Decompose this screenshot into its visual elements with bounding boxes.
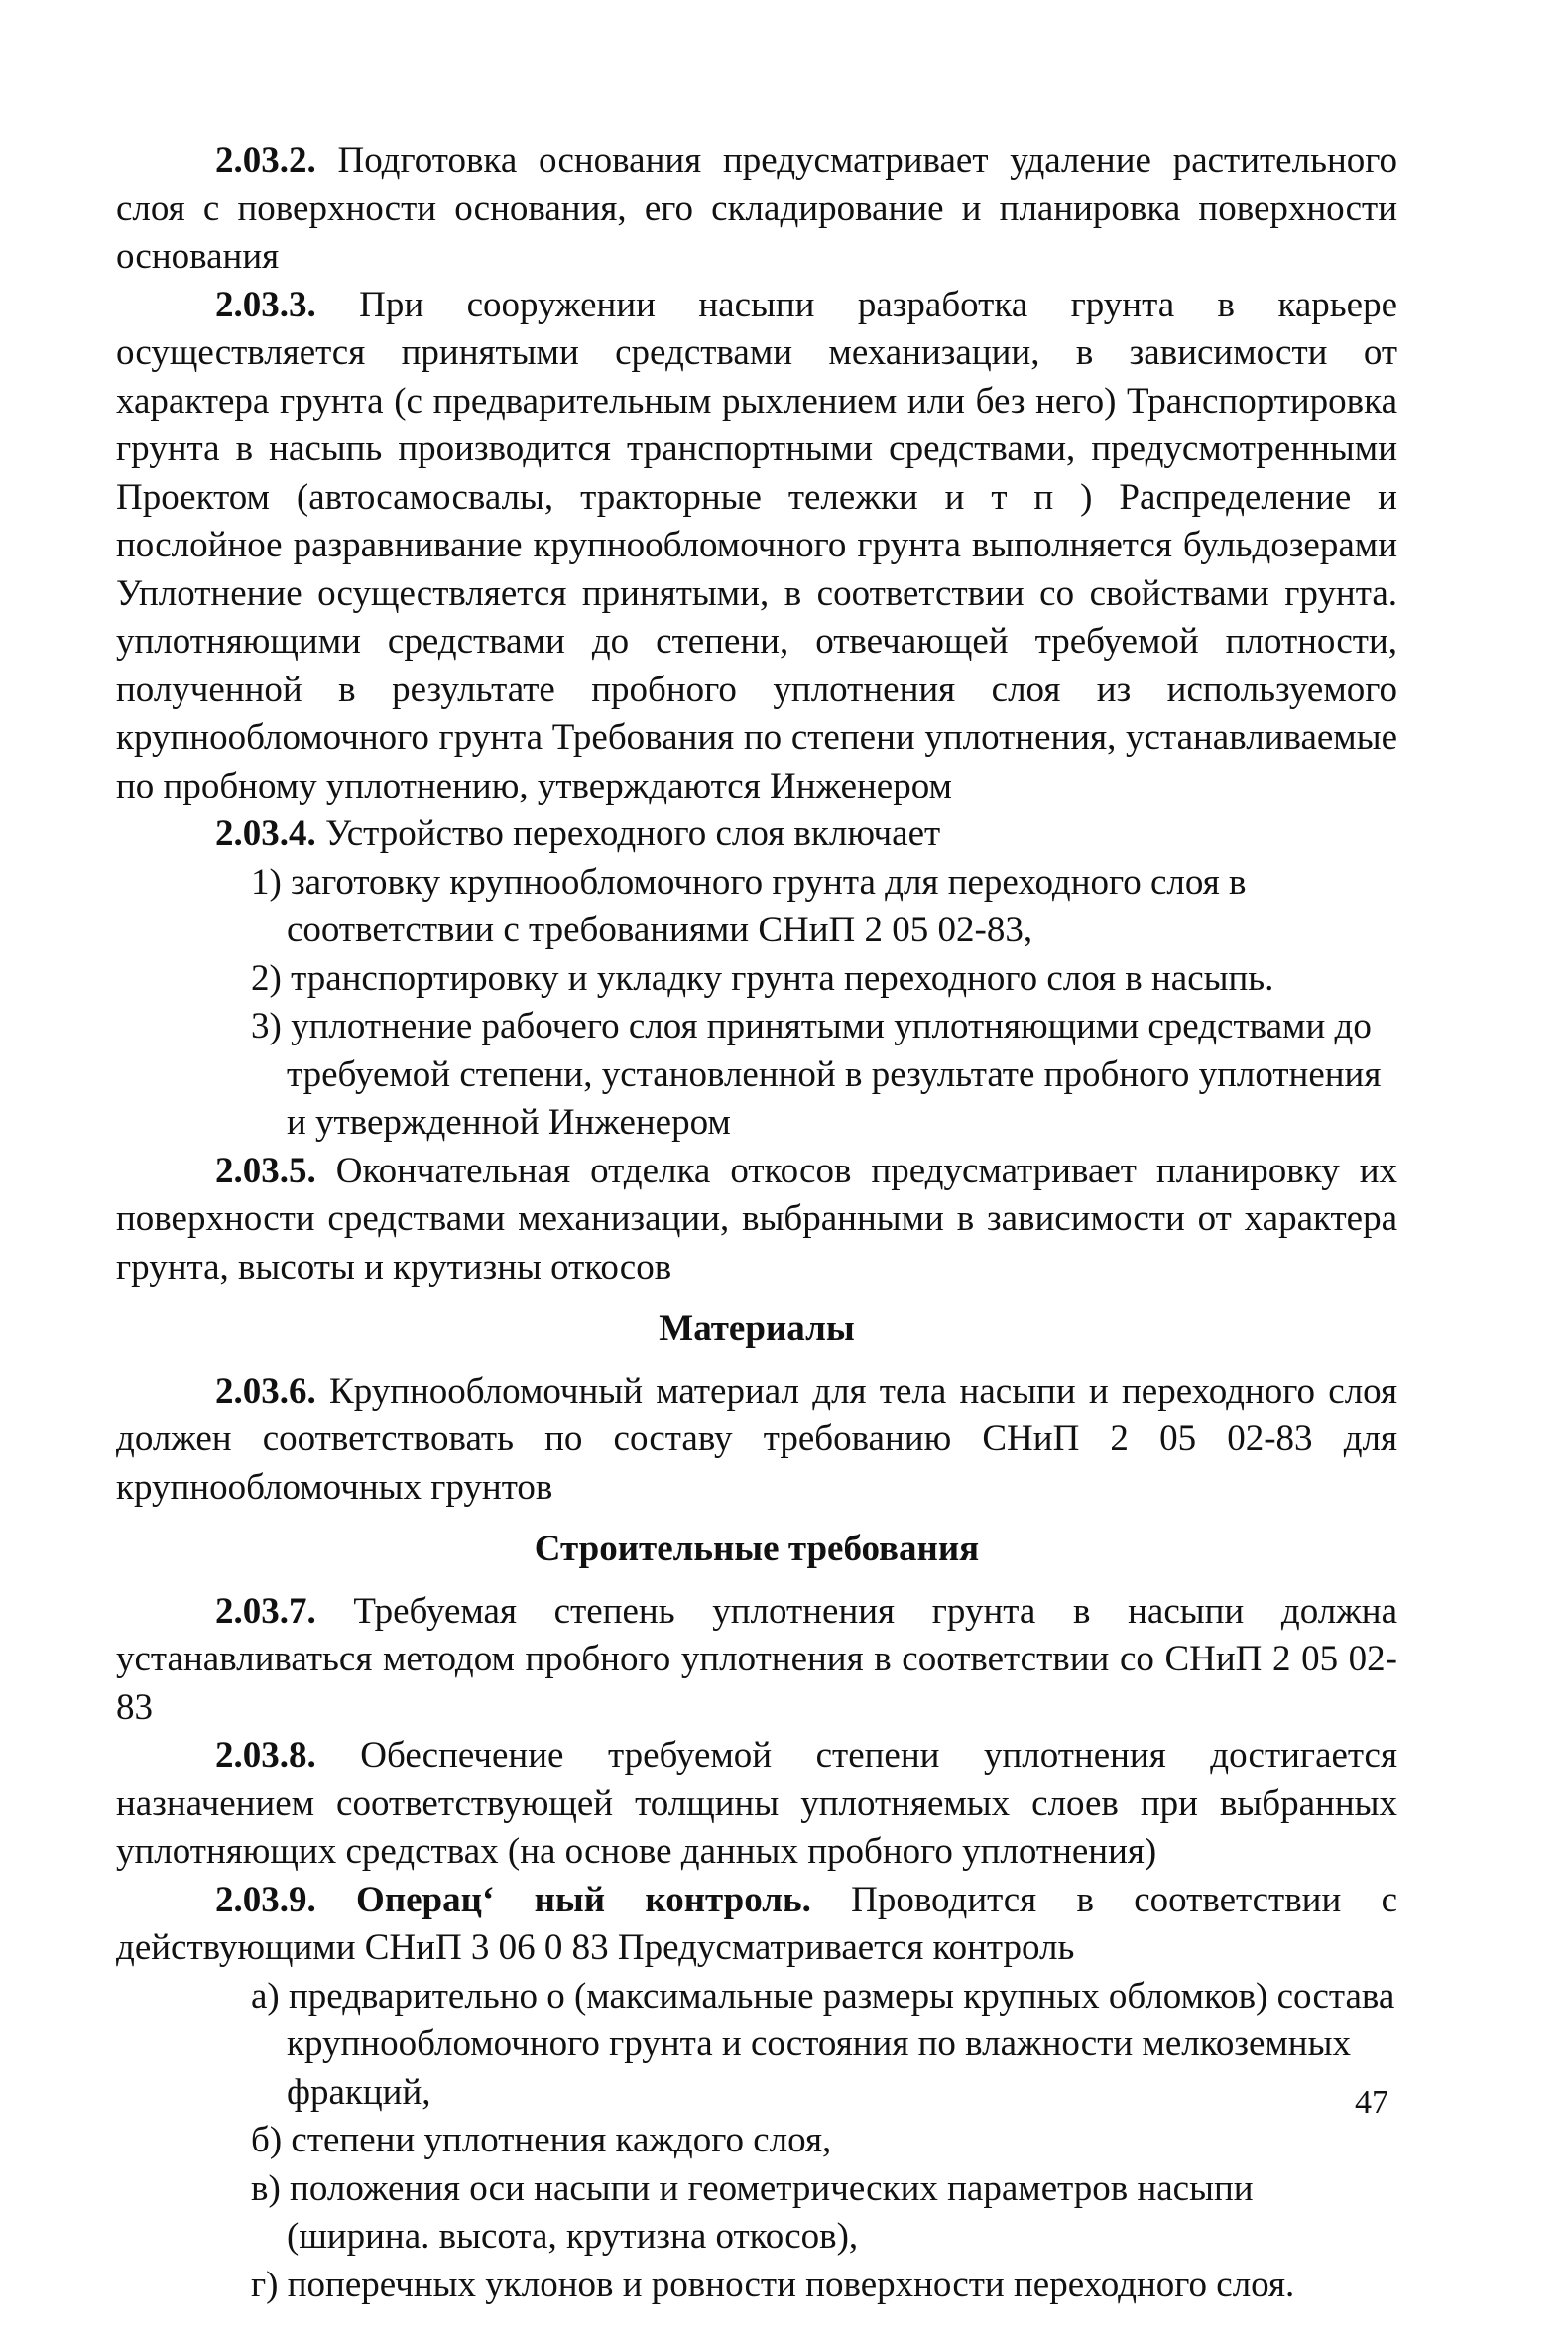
section-number: 2.03.3. [215, 284, 316, 325]
paragraph-2-03-6 [116, 1368, 1397, 1513]
section-number: 2.03.9. [215, 1879, 316, 1920]
list-item: в) положения оси насыпи и геометрических параметров насыпи (ширина. высота, крутизна откосов), [251, 2167, 1254, 2257]
section-number: 2.03.7. [215, 1590, 316, 1632]
paragraph-2-03-4 [116, 810, 1397, 859]
paragraph-text: При сооружении насыпи разработка грунта в карьере осуществляется принятыми средствами механизации, в зависимости от характера грунта (с предварительным рыхлением или без него) Транспортировка грунта в насыпь производится транспортными средствами, предусмотренными Проектом (автосамосвалы, тракторные тележки и т п ) Распределение и послойное разравнивание крупнообломочного грунта выполняется бульдозерами Уплотнение осуществляется принятыми, в соответствии со свойствами грунта. уплотняющими средствами до степени, отвечающей требуемой плотности, полученной в результате пробного уплотнения слоя из используемого крупнообломочного грунта Требования по степени уплотнения, устанавливаемые по пробному уплотнению, утверждаются Инженером [116, 284, 1397, 806]
list-item: 1) заготовку крупнообломочного грунта для переходного слоя в соответствии с требованиями СНиП 2 05 02-83, [251, 861, 1247, 950]
paragraph-2-03-5 [116, 1148, 1397, 1292]
paragraph-text: Проводится в соответствии с действующими СНиП 3 06 0 83 Предусматривается контроль [116, 1879, 1397, 1968]
section-number: 2.03.4. [215, 813, 316, 854]
paragraph-2-03-3 [116, 282, 1397, 811]
section-lead: Операц‘ ный контроль. [315, 1879, 811, 1920]
section-number: 2.03.2. [215, 140, 316, 181]
document-body [116, 137, 1397, 2309]
paragraph-text: Устройство переходного слоя включает [315, 813, 941, 854]
paragraph-text: Требуемая степень уплотнения грунта в насыпи должна устанавливаться методом пробного уплотнения в соответствии со СНиП 2 05 02-83 [116, 1590, 1397, 1728]
paragraph-text: Крупнообломочный материал для тела насыпи и переходного слоя должен соответствовать по составу требованию СНиП 2 05 02-83 для крупнообломочных грунтов [116, 1370, 1397, 1508]
section-number: 2.03.6. [215, 1370, 316, 1412]
paragraph-text: Подготовка основания предусматривает удаление растительного слоя с поверхности основания, его складирование и планировка поверхности основания [116, 140, 1397, 277]
heading-materials: Материалы [659, 1308, 855, 1349]
paragraph-2-03-8 [116, 1732, 1397, 1877]
paragraph-2-03-2 [116, 137, 1397, 282]
list-item: а) предварительно о (максимальные размеры крупных обломков) состава крупнообломочного грунта и состояния по влажности мелкоземных фракций, [251, 1975, 1395, 2113]
section-number: 2.03.5. [215, 1150, 316, 1191]
list-item: б) степени уплотнения каждого слоя, [251, 2120, 832, 2160]
list-item: 3) уплотнение рабочего слоя принятыми уплотняющими средствами до требуемой степени, установленной в результате пробного уплотнения и утвержденной Инженером [251, 1006, 1382, 1143]
paragraph-2-03-7 [116, 1588, 1397, 1733]
paragraph-2-03-9 [116, 1877, 1397, 1973]
list-item: 2) транспортировку и укладку грунта переходного слоя в насыпь. [251, 957, 1274, 999]
page-number: 47 [1355, 2084, 1388, 2121]
list-item: г) поперечных уклонов и ровности поверхности переходного слоя. [251, 2264, 1295, 2305]
paragraph-text: Окончательная отделка откосов предусматривает планировку их поверхности средствами механизации, выбранными в зависимости от характера грунта, высоты и крутизны откосов [116, 1150, 1397, 1288]
heading-construction-requirements: Строительные требования [534, 1529, 980, 1569]
paragraph-text: Обеспечение требуемой степени уплотнения достигается назначением соответствующей толщины уплотняемых слоев при выбранных уплотняющих средствах (на основе данных пробного уплотнения) [116, 1735, 1397, 1872]
section-number: 2.03.8. [215, 1735, 316, 1776]
